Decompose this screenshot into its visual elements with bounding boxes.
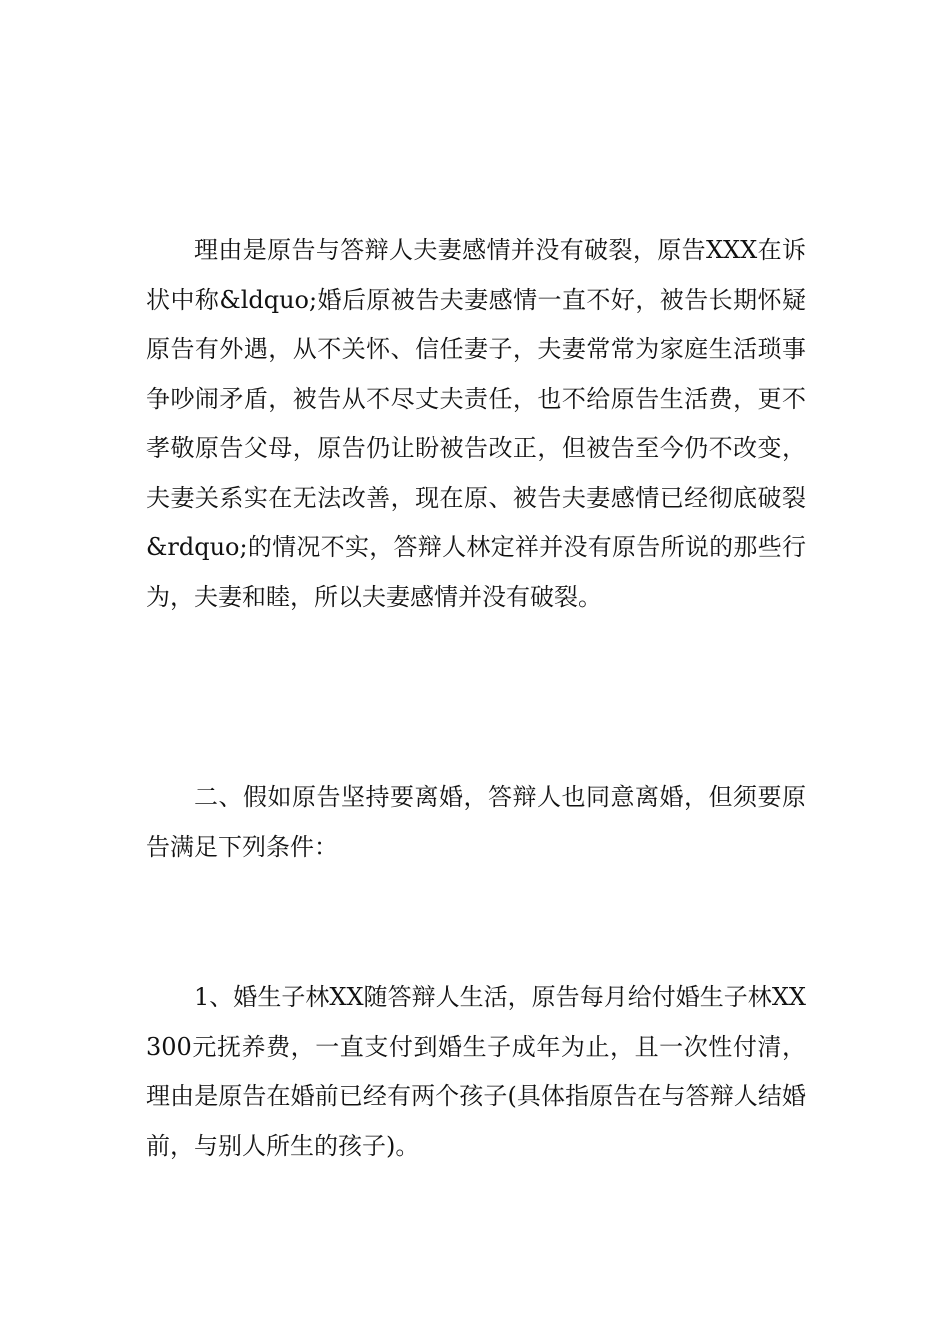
paragraph-divorce-conditions: 二、假如原告坚持要离婚，答辩人也同意离婚，但须要原告满足下列条件：	[146, 783, 806, 861]
paragraph-marriage-not-broken: 理由是原告与答辩人夫妻感情并没有破裂，原告XXX在诉状中称&ldquo;婚后原被告夫妻感情一直不好，被告长期怀疑原告有外遇，从不关怀、信任妻子，夫妻常常为家庭生活琐事争吵闹矛盾，被告从不尽丈夫责任，也不给原告生活费，更不孝敬原告父母，原告仍让盼被告改正，但被告至今仍不改变，夫妻关系实在无法改善，现在原、被告夫妻感情已经彻底破裂&rdquo;的情况不实，答辩人林定祥并没有原告所说的那些行为，夫妻和睦，所以夫妻感情并没有破裂。	[146, 236, 806, 611]
paragraph-child-custody: 1、婚生子林XX随答辩人生活，原告每月给付婚生子林XX300元抚养费，一直支付到婚生子成年为止，且一次性付清，理由是原告在婚前已经有两个孩子(具体指原告在与答辩人结婚前，与别人所生的孩子)。	[146, 983, 806, 1160]
